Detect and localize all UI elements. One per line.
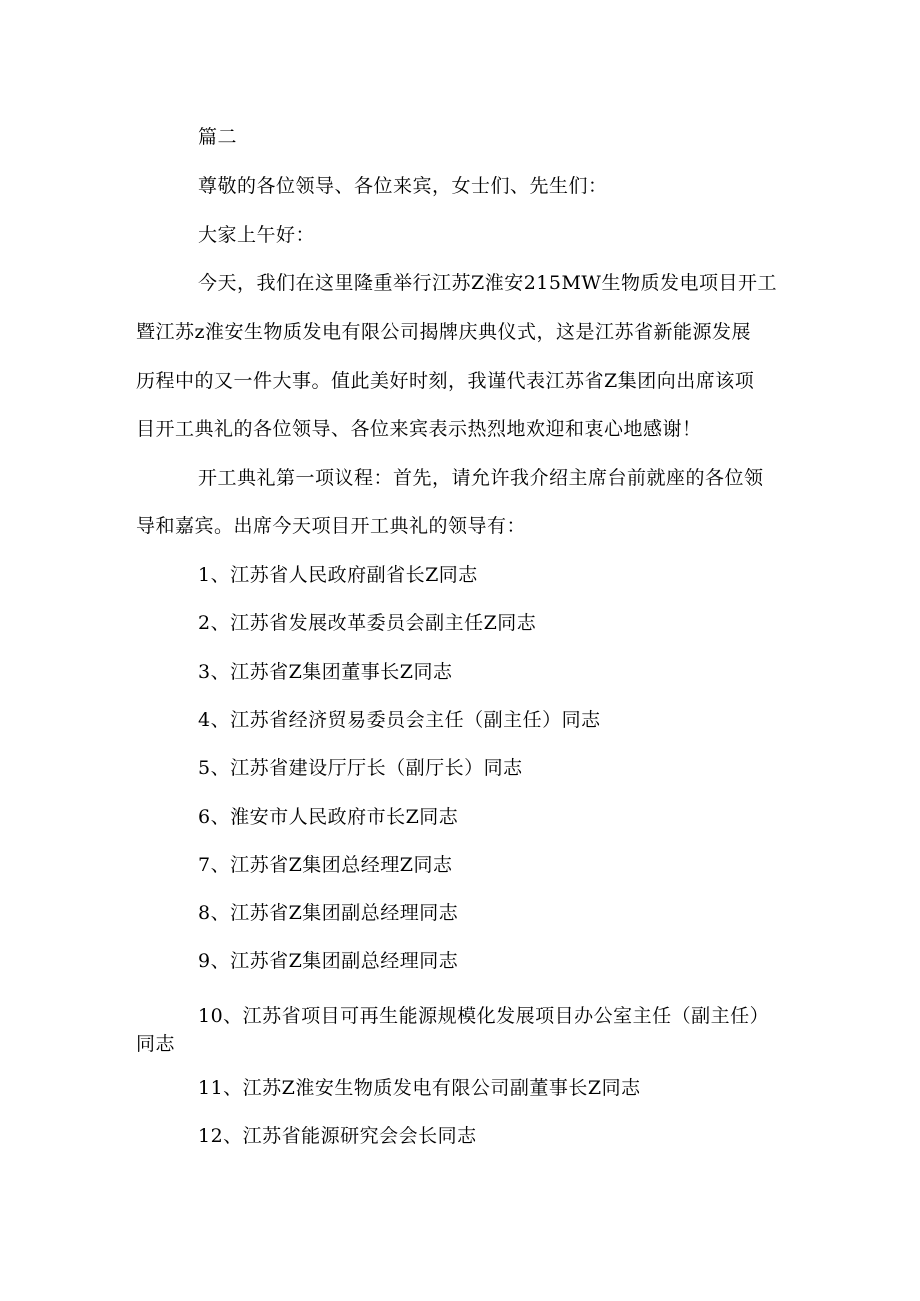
attendee-item: 11、江苏Z淮安生物质发电有限公司副董事长Z同志 <box>198 1077 641 1099</box>
intro-line: 暨江苏z淮安生物质发电有限公司揭牌庆典仪式，这是江苏省新能源发展 <box>136 321 752 343</box>
attendee-item: 4、江苏省经济贸易委员会主任（副主任）同志 <box>198 709 601 731</box>
attendee-item: 8、江苏省Z集团副总经理同志 <box>198 902 459 924</box>
attendee-item: 1、江苏省人民政府副省长Z同志 <box>198 564 478 586</box>
attendee-item: 3、江苏省Z集团董事长Z同志 <box>198 661 453 683</box>
attendee-item: 6、淮安市人民政府市长Z同志 <box>198 806 459 828</box>
attendee-item: 5、江苏省建设厅厅长（副厅长）同志 <box>198 757 523 779</box>
intro-line: 今天，我们在这里隆重举行江苏Z淮安215MW生物质发电项目开工 <box>198 272 777 294</box>
attendee-item: 9、江苏省Z集团副总经理同志 <box>198 950 459 972</box>
section-heading: 篇二 <box>198 126 238 148</box>
attendee-item: 2、江苏省发展改革委员会副主任Z同志 <box>198 612 537 634</box>
attendee-item: 7、江苏省Z集团总经理Z同志 <box>198 854 453 876</box>
agenda-line: 导和嘉宾。出席今天项目开工典礼的领导有： <box>136 515 527 537</box>
intro-line: 目开工典礼的各位领导、各位来宾表示热烈地欢迎和衷心地感谢！ <box>136 418 702 440</box>
intro-line: 历程中的又一件大事。值此美好时刻，我谨代表江苏省Z集团向出席该项 <box>136 370 755 392</box>
salutation: 尊敬的各位领导、各位来宾，女士们、先生们： <box>198 175 608 197</box>
agenda-line: 开工典礼第一项议程：首先，请允许我介绍主席台前就座的各位领 <box>198 467 764 489</box>
greeting: 大家上午好： <box>198 224 316 246</box>
attendee-item: 12、江苏省能源研究会会长同志 <box>198 1125 477 1147</box>
attendee-item-continuation: 同志 <box>136 1033 176 1055</box>
attendee-item: 10、江苏省项目可再生能源规模化发展项目办公室主任（副主任） <box>198 1005 770 1027</box>
